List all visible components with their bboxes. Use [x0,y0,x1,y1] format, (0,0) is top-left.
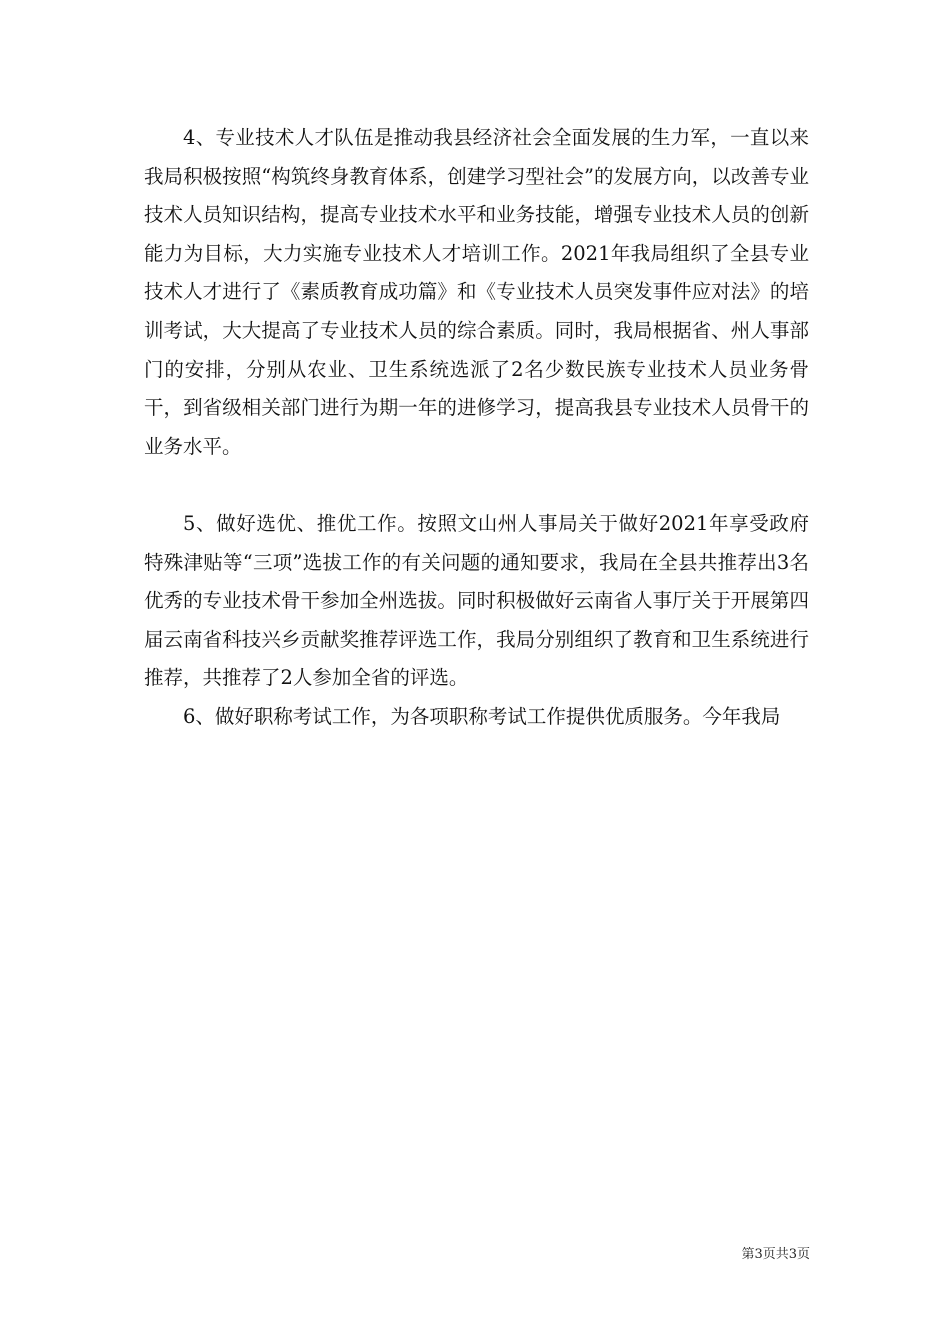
paragraph-6: 6、做好职称考试工作，为各项职称考试工作提供优质服务。今年我局 [183,705,781,728]
paragraph-4: 4、专业技术人才队伍是推动我县经济社会全面发展的生力军，一直以来我局积极按照“构筑终身教育体系，创建学习型社会”的发展方向，以改善专业技术人员知识结构，提高专业技术水平和业务技能，增强专业技术人员的创新能力为目标，大力实施专业技术人才培训工作。2021年我局组织了全县专业技术人才进行了《素质教育成功篇》和《专业技术人员突发事件应对法》的培训考试，大大提高了专业技术人员的综合素质。同时，我局根据省、州人事部门的安排，分别从农业、卫生系统选派了2名少数民族专业技术人员业务骨干，到省级相关部门进行为期一年的进修学习，提高我县专业技术人员骨干的业务水平。 [144,126,809,458]
page-number-label: 第3页共3页 [741,1247,810,1262]
page-footer [660,1247,810,1263]
document-body [144,119,809,775]
paragraph-5: 5、做好选优、推优工作。按照文山州人事局关于做好2021年享受政府特殊津贴等“三项”选拔工作的有关问题的通知要求，我局在全县共推荐出3名优秀的专业技术骨干参加全州选拔。同时积极做好云南省人事厅关于开展第四届云南省科技兴乡贡献奖推荐评选工作，我局分别组织了教育和卫生系统进行推荐，共推荐了2人参加全省的评选。 [144,512,809,690]
